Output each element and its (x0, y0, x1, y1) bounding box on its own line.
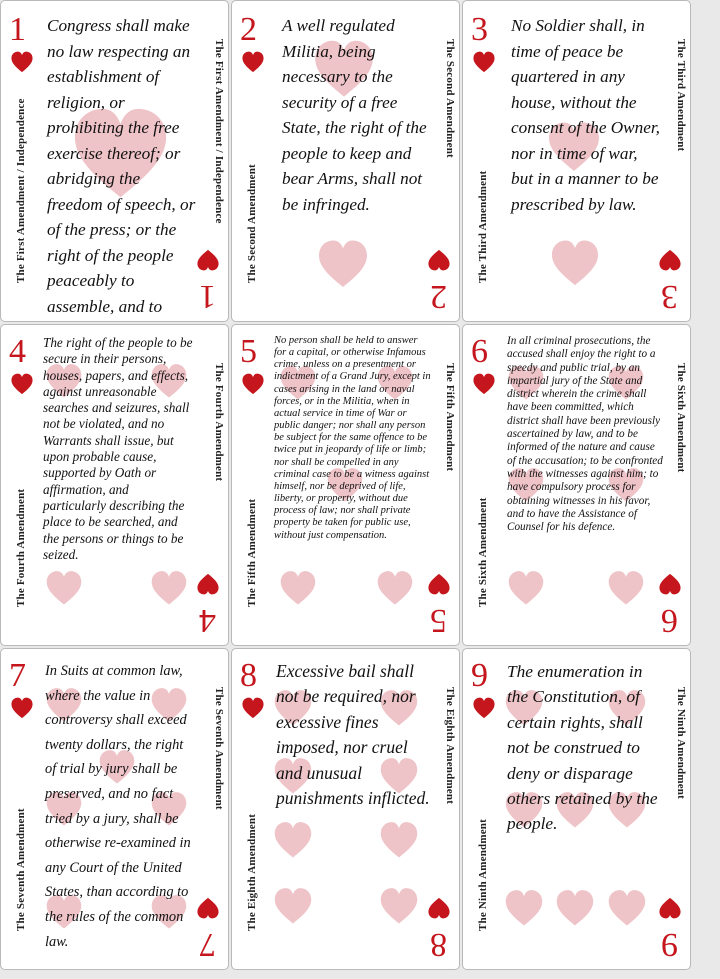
heart-watermark-icon (608, 570, 644, 606)
rank-top: 6 (471, 333, 488, 370)
amendment-text: No Soldier shall, in time of peace be quartered in any house, without the consent of the Owner, nor in time of war, but in a manner to be prescribed by law. (511, 16, 660, 214)
side-label-left: The Eighth Amendment (246, 813, 258, 931)
heart-pip-icon (242, 697, 264, 719)
rank-bottom: 8 (430, 926, 447, 963)
amendment-text: In all criminal prosecutions, the accused shall enjoy the right to a speedy and public trial, by an impartial jury of the State and district wherein the crime shall have been committed, which district shall have been previously ascertained by law, and to be informed of the nature and cause of the accusation; to be confronted with the witnesses against him; to have compulsory process for obtaining witnesses in his favor, and to have the Assistance of Counsel for his defence. (507, 335, 663, 534)
rank-bottom: 2 (430, 278, 447, 315)
heart-watermark-icon (508, 570, 544, 606)
heart-pip-icon (242, 51, 264, 73)
heart-pip-icon (428, 249, 450, 271)
card-seventh-amendment[interactable] (0, 648, 229, 970)
side-label-right: The Seventh Amendment (213, 687, 225, 810)
side-label-right: The Third Amendment (675, 39, 687, 152)
heart-pip-icon (11, 51, 33, 73)
rank-bottom: 1 (199, 278, 216, 315)
heart-watermark-icon (274, 887, 312, 925)
card-fifth-amendment[interactable] (231, 324, 460, 646)
rank-top: 8 (240, 657, 257, 694)
side-label-right: The First Amendment / Independence (213, 39, 225, 224)
rank-bottom: 5 (430, 602, 447, 639)
rank-top: 1 (9, 11, 26, 48)
rank-bottom: 7 (199, 926, 216, 963)
heart-pip-icon (473, 51, 495, 73)
rank-bottom: 3 (661, 278, 678, 315)
side-label-left: The First Amendment / Independence (15, 98, 27, 283)
rank-top: 3 (471, 11, 488, 48)
card-first-amendment[interactable] (0, 0, 229, 322)
amendment-text: The right of the people to be secure in their persons, houses, papers, and effects, against unreasonable searches and seizures, shall not be violated, and no Warrants shall issue, but upon probable cause, supported by Oath or affirmation, and particularly describing the place to be searched, and the persons or things to be seized. (43, 335, 193, 562)
heart-watermark-icon (380, 821, 418, 859)
side-label-right: The Ninth Amendment (675, 687, 687, 799)
heart-pip-icon (659, 897, 681, 919)
heart-pip-icon (659, 249, 681, 271)
amendment-text: Congress shall make no law respecting an establishment of religion, or prohibiting the free exercise thereof; or abridging the freedom of speech, or of the press; or the right of the people peaceably to assemble, and to (47, 16, 196, 316)
side-label-right: The Second Amendment (444, 39, 456, 158)
amendment-text: Excessive bail shall not be required, nor excessive fines imposed, nor cruel and unusual punishments inflicted. (276, 661, 430, 809)
heart-watermark-icon (551, 239, 599, 287)
rank-top: 7 (9, 657, 26, 694)
heart-pip-icon (473, 697, 495, 719)
side-label-left: The Sixth Amendment (477, 497, 489, 607)
heart-watermark-icon (280, 570, 316, 606)
rank-bottom: 9 (661, 926, 678, 963)
heart-watermark-icon (318, 239, 368, 289)
card-eighth-amendment[interactable] (231, 648, 460, 970)
card-sixth-amendment[interactable] (462, 324, 691, 646)
heart-watermark-icon (377, 570, 413, 606)
side-label-right: The Fifth Amendment (444, 363, 456, 472)
heart-pip-icon (428, 573, 450, 595)
card-second-amendment[interactable] (231, 0, 460, 322)
heart-pip-icon (11, 697, 33, 719)
heart-watermark-icon (46, 570, 82, 606)
side-label-left: The Ninth Amendment (477, 819, 489, 931)
side-label-left: The Third Amendment (477, 170, 489, 283)
heart-pip-icon (197, 897, 219, 919)
side-label-left: The Second Amendment (246, 164, 258, 283)
rank-top: 9 (471, 657, 488, 694)
heart-watermark-icon (556, 889, 594, 927)
amendment-text: No person shall be held to answer for a capital, or otherwise Infamous crime, unless on a presentment or indictment of a Grand Jury, except in cases arising in the land or naval forces, or in the Militia, when in actual service in time of War or public danger; nor shall any person be subject for the same offence to be twice put in jeopardy of life or limb; nor shall be compelled in any criminal case to be a witness against himself, nor be deprived of life, liberty, or property, without due process of law; nor shall private property be taken for public use, without just compensation. (274, 335, 431, 541)
card-third-amendment[interactable] (462, 0, 691, 322)
rank-bottom: 6 (661, 602, 678, 639)
amendment-text: The enumeration in the Constitution, of certain rights, shall not be construed to deny or disparage others retained by the people. (507, 662, 658, 834)
heart-watermark-icon (380, 887, 418, 925)
heart-pip-icon (659, 573, 681, 595)
amendment-text: A well regulated Militia, being necessary to the security of a free State, the right of the people to keep and bear Arms, shall not be infringed. (282, 16, 427, 214)
side-label-right: The Sixth Amendment (675, 363, 687, 473)
rank-bottom: 4 (199, 602, 216, 639)
heart-pip-icon (242, 373, 264, 395)
heart-pip-icon (197, 249, 219, 271)
amendment-text: In Suits at common law, where the value in controversy shall exceed twenty dollars, the right of trial by jury shall be preserved, and no fact tried by a jury, shall be otherwise re-examined in any Court of the United States, than according to the rules of the common law. (45, 663, 191, 950)
side-label-right: The Eighth Amendment (444, 687, 456, 805)
side-label-left: The Seventh Amendment (15, 808, 27, 931)
side-label-left: The Fourth Amendment (15, 488, 27, 607)
side-label-left: The Fifth Amendment (246, 498, 258, 607)
rank-top: 2 (240, 11, 257, 48)
heart-watermark-icon (505, 889, 543, 927)
side-label-right: The Fourth Amendment (213, 363, 225, 482)
heart-pip-icon (11, 373, 33, 395)
heart-pip-icon (197, 573, 219, 595)
heart-watermark-icon (151, 570, 187, 606)
rank-top: 5 (240, 333, 257, 370)
card-fourth-amendment[interactable] (0, 324, 229, 646)
heart-watermark-icon (274, 821, 312, 859)
heart-pip-icon (428, 897, 450, 919)
card-ninth-amendment[interactable] (462, 648, 691, 970)
heart-pip-icon (473, 373, 495, 395)
rank-top: 4 (9, 333, 26, 370)
heart-watermark-icon (608, 889, 646, 927)
